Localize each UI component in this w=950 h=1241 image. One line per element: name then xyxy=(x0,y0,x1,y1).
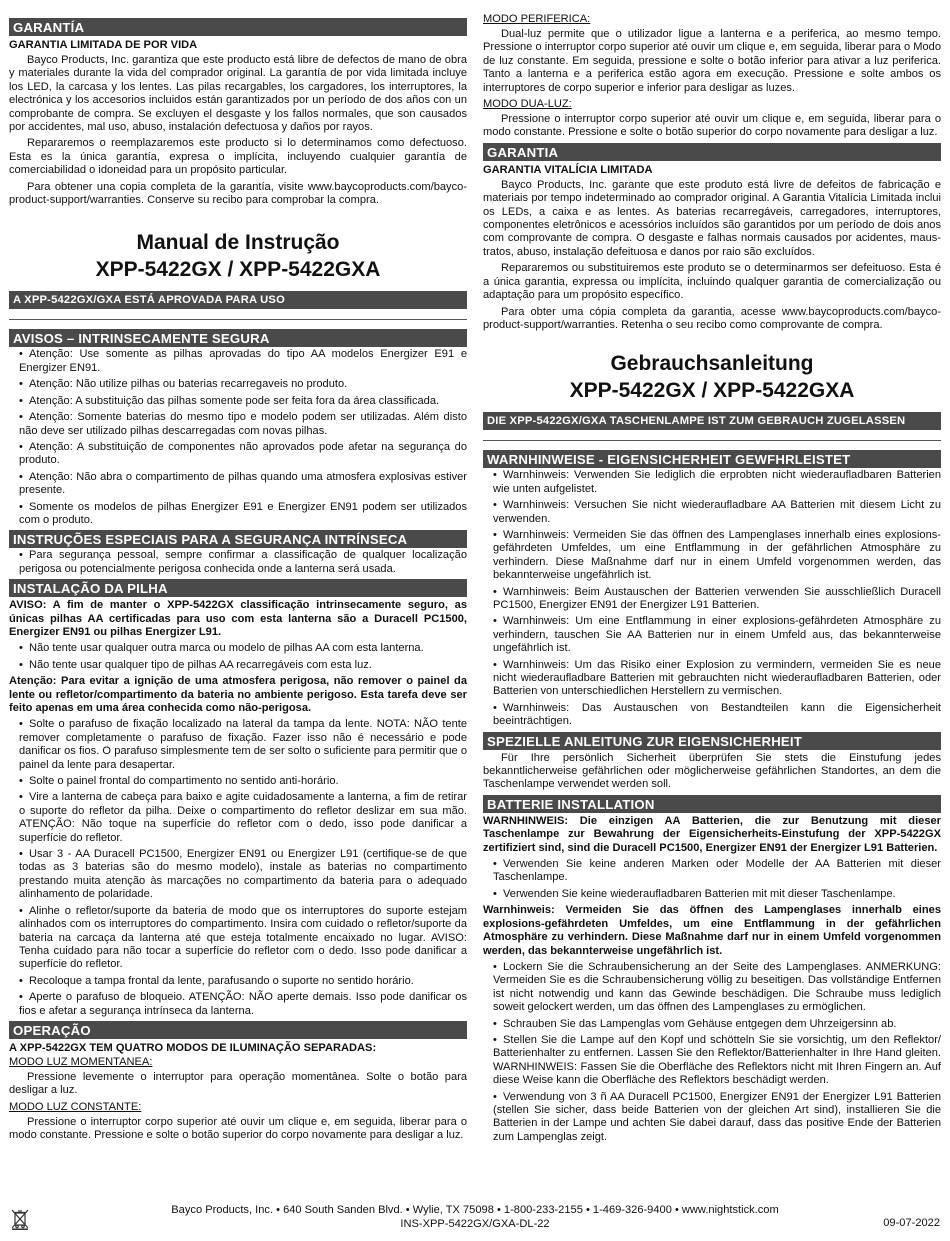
modo-title: MODO DUA-LUZ: xyxy=(483,98,572,111)
garantia-es-paragraph: Bayco Products, Inc. garantiza que este producto está libre de defectos de mano de obra y materiales durante la vida del comprador original. La garantía de por vida limitada incluye los LED, la carcasa y los lentes. Las pilas recargables, los cargadores, los interruptores, la electrónica y los accesorios incluidos están garantizados por un período de dos años con un comprobante de compra. Se excluyen el desgaste y los fallos normales, que son causados por accidentes, mal uso, abuso, instalación defectuosa y daños por rayos. xyxy=(9,54,467,134)
garantia-pt-paragraph: Repararemos ou substituiremos este produto se o determinarmos ser defeituoso. Esta é a única garantia, expressa ou implícita, incluindo qualquer garantia de comercialização ou adaptação para um propósito específico. xyxy=(483,262,941,302)
manual-title-de-line2: XPP-5422GX / XPP-5422GXA xyxy=(569,379,855,403)
section-header-instalacao: INSTALAÇÃO DA PILHA xyxy=(9,579,467,597)
manual-title-de xyxy=(483,350,941,404)
list-item: • Atenção: Não abra o compartimento de pilhas quando uma atmosfera explosivas estiver presente. xyxy=(19,470,467,497)
footer-address: Bayco Products, Inc. • 640 South Sanden Blvd. • Wylie, TX 75098 • 1-800-233-2155 • 1-469-326-9400 • www.nightstick.com xyxy=(171,1204,779,1216)
footer-doc-number: INS-XPP-5422GX/GXA-DL-22 xyxy=(400,1217,550,1230)
list-item: • Para segurança pessoal, sempre confirmar a classificação de qualquer localização perigosa ou potencialmente perigosa conhecida onde a lanterna será usada. xyxy=(19,549,467,575)
manual-title-pt-line2: XPP-5422GX / XPP-5422GXA xyxy=(95,258,381,282)
list-item: • Warnhinweis: Versuchen Sie nicht wiederaufladbare AA Batterien mit diesem Licht zu verwenden. xyxy=(493,499,941,525)
list-item: • Warnhinweis: Verwenden Sie lediglich die erprobten nicht wiederaufladbaren Batterien wie unten aufgelistet. xyxy=(493,469,941,495)
list-item: • Atenção: Use somente as pilhas aprovadas do tipo AA modelos Energizer E91 e Energizer EN91. xyxy=(19,348,467,374)
list-item: • Verwenden Sie keine anderen Marken oder Modelle der AA Batterien mit dieser Taschenlampe. xyxy=(493,858,941,884)
garantia-es-subheader: GARANTIA LIMITADA DE POR VIDA xyxy=(9,39,198,51)
list-item: • Recoloque a tampa frontal da lente, parafusando o suporte no sentido horário. xyxy=(19,974,414,987)
list-item: • Somente os modelos de pilhas Energizer E91 e Energizer EN91 podem ser utilizados com o produto. xyxy=(19,500,467,526)
list-item: • Atenção: A substituição das pilhas somente pode ser feita fora da área classificada. xyxy=(19,394,440,407)
list-item: • Warnhinweis: Vermeiden Sie das öffnen des Lampenglases innerhalb eines explosions-gefährdeten Umfeldes, um eine Entflammung in der gefährlichen Atmosphäre zu verhindern. Diese Maßnahme darf nur in einem Umfeld vorgenommen werden, das bekannterweise ungefährlich ist. xyxy=(493,528,941,582)
section-header-operacao: OPERAÇÃO xyxy=(9,1021,467,1039)
footer xyxy=(0,1204,950,1231)
approved-bar-pt: A XPP-5422GX/GXA ESTÁ APROVADA PARA USO xyxy=(9,291,467,309)
section-header-garantia-es: GARANTÍA xyxy=(9,18,467,36)
batterie-warn: WARNHINWEIS: Die einzigen AA Batterien, die zur Benutzung mit dieser Taschenlampe zur Bewahrung der Eigensicherheits-Einstufung der XPP-5422GX zertifiziert sind, sind die Duracell PC1500, Energizer EN91 der Energizer L91 Batterien. xyxy=(483,814,941,854)
list-item: • Alinhe o refletor/suporte da bateria de modo que os interruptores do suporte estejam alinhados com os interruptores do compartimento. Insira com cuidado o refletor/suporte da bateria na carcaça da lanterna até que esteja totalmente encaixado no lugar. AVISO: Tenha cuidado para não tocar a superfície do refletor com o dedo. Isso pode danificar a superfície do refletor. xyxy=(19,904,467,971)
section-header-avisos: AVISOS – INTRINSECAMENTE SEGURA xyxy=(9,329,467,347)
left-column xyxy=(9,12,467,1146)
operacao-subheader: A XPP-5422GX TEM QUATRO MODOS DE ILUMINAÇÃO SEPARADAS: xyxy=(9,1041,377,1054)
section-header-especiais: INSTRUÇÕES ESPECIAIS PARA A SEGURANÇA INTRÍNSECA xyxy=(9,530,467,548)
garantia-pt-subheader: GARANTIA VITALÍCIA LIMITADA xyxy=(483,163,653,176)
approved-bar-de: DIE XPP-5422GX/GXA TASCHENLAMPE IST ZUM GEBRAUCH ZUGELASSEN xyxy=(483,412,941,430)
modo-title: MODO LUZ MOMENTANEA: xyxy=(9,1055,153,1068)
warn-list xyxy=(483,469,941,728)
garantia-pt-paragraph: Para obter uma cópia completa da garantia, acesse www.baycoproducts.com/bayco-product-support/warranties. Retenha o seu recibo como comprovante de compra. xyxy=(483,305,941,331)
list-item: • Schrauben Sie das Lampenglas vom Gehäuse entgegen dem Uhrzeigersinn ab. xyxy=(493,1017,897,1030)
modo-title: MODO LUZ CONSTANTE: xyxy=(9,1100,142,1113)
instalacao-atencao: Atenção: Para evitar a ignição de uma atmosfera perigosa, não remover o painel da lente ou refletor/compartimento da bateria no ambiente perigoso. Esta tarefa deve ser feito apenas em uma área conhecida como não-perigosa. xyxy=(9,675,467,714)
list-item: • Stellen Sie die Lampe auf den Kopf und schötteln Sie sie vorsichtig, um den Reflektor/ Batterienhalter zu entfernen. Lassen Sie den Reflektor/Batterienhalter in Ihre Hand gleiten. WARNHINWEIS: Fassen Sie die Oberfläche des Reflektors nicht mit Ihren Fingern an. Auf diese Weise kann die Oberfläche des Reflektors beschädigt werden. xyxy=(493,1033,941,1087)
list-item: • Warnhinweis: Das Austauschen von Bestandteilen kann die Eigensicherheit beeinträchtigen. xyxy=(493,701,941,728)
list-item: • Usar 3 - AA Duracell PC1500, Energizer EN91 ou Energizer L91 (certifique-se de que todas as 3 baterias são do mesmo modelo), instale as baterias no compartimento prestando muita atenção às marcações no compartimento da bateria para o adequado alinhamento de polaridade. xyxy=(19,848,467,901)
modo-text: Dual-luz permite que o utilizador ligue a lanterna e a periferica, ao mesmo tempo. Pressione o interruptor corpo superior até ouvir um clique e, em seguida, liberar para o Modo de luz constante. Em seguida, pressione e solte o botão inferior para ativar a luz periferica. Tanto a lanterna e a periferica estão agora em execução. Pressione e solte ambos os interruptores de corpo superior e inferior para desligar as luzes. xyxy=(483,28,941,94)
list-item: • Verwendung von 3 ñ AA Duracell PC1500, Energizer EN91 der Energizer L91 Batterien (stellen Sie sicher, dass beide Batterien von der gleichen Art sind), installieren Sie die Batterien in der Lampe und achten Sie dabei darauf, dass das positive Ende der Batterien zum Lampenglas zeigt. xyxy=(493,1090,941,1143)
instalacao-aviso: AVISO: A fim de manter o XPP-5422GX classificação intrinsecamente seguro, as únicas pilhas AA certificadas para uso com esta lanterna são a Duracell PC1500, Energizer EN91 ou pilhas Energizer L91. xyxy=(9,599,467,638)
list-item: • Warnhinweis: Um das Risiko einer Explosion zu vermindern, vermeiden Sie es neue nicht wiederaufladbare Batterien mit gebrauchten nicht wiederaufladbaren Batterien, oder Batterien von unterschiedlichen Herstellern zu vermischen. xyxy=(493,658,941,698)
modo-text: Pressione o interruptor corpo superior até ouvir um clique e, em seguida, liberar para o modo constante. Pressione e solte o botão superior do corpo novamente para desligar a luz. xyxy=(9,1115,467,1142)
list-item: • Warnhinweis: Beim Austauschen der Batterien verwenden Sie ausschließlich Duracell PC1500, Energizer EN91 der Energizer L91 Batterien. xyxy=(493,585,941,611)
section-header-batterie: BATTERIE INSTALLATION xyxy=(483,795,941,813)
list-item: • Lockern Sie die Schraubensicherung an der Seite des Lampenglases. ANMERKUNG: Vermeiden Sie es die Schraubensicherung völlig zu beseitigen. Das vollständige Entfernen ist nicht notwendig und kann das Gewinde beschädigen. Die Schraube muss lediglich soweit gelockert werden, um das öffnen des Lampenglases zu ermöglichen. xyxy=(493,960,941,1014)
avisos-list xyxy=(9,348,467,527)
list-item: • Aperte o parafuso de bloqueio. ATENÇÃO: NÃO aperte demais. Isso pode danificar os fios e afetar a segurança intrínseca da lanterna. xyxy=(19,991,467,1017)
manual-title-pt-line1: Manual de Instrução xyxy=(136,231,340,255)
list-item: • Solte o parafuso de fixação localizado na lateral da tampa da lente. NOTA: NÃO tente remover completamente o parafuso de fixação. Fazer isso não é necessário e pode danificar os fios. O parafuso simplesmente tem de ser solto o suficiente para permitir que o painel da lente para desapertar. xyxy=(19,718,467,771)
divider xyxy=(9,319,467,320)
list-item: • Solte o painel frontal do compartimento no sentido anti-horário. xyxy=(19,775,339,788)
list-item: • Não tente usar qualquer outra marca ou modelo de pilhas AA com esta lanterna. xyxy=(19,642,424,655)
list-item: • Vire a lanterna de cabeça para baixo e agite cuidadosamente a lanterna, a fim de retirar o suporte do refletor da pilha. Deixe o compartimento do refletor deslizar em sua mão. ATENÇÃO: Não toque na superfície do refletor com o dedo, isso pode danificar a superfície do refletor. xyxy=(19,791,467,844)
list-item: • Atenção: Não utilize pilhas ou baterias recarregaveis no produto. xyxy=(19,378,348,391)
list-item: • Atenção: Somente baterias do mesmo tipo e modelo podem ser utilizadas. Além disto não deve ser utilizado pilhas descarregadas com novas pilhas. xyxy=(19,411,467,437)
footer-date: 09-07-2022 xyxy=(883,1217,940,1229)
spezielle-text: Für Ihre persönlich Sicherheit überprüfen Sie stets die Einstufung jedes bekanntlicherweise gefährlichen oder möglicherweise gefährlichen Standortes, an dem die Taschenlampe verwendet werden soll. xyxy=(483,751,941,791)
manual-title-pt xyxy=(9,229,467,283)
garantia-es-paragraph: Para obtener una copia completa de la garantía, visite www.baycoproducts.com/bayco-product-support/warranties. Conserve su recibo para comprobar la compra. xyxy=(9,180,467,207)
right-column xyxy=(483,12,941,1147)
list-item: • Não tente usar qualquer tipo de pilhas AA recarregáveis com esta luz. xyxy=(19,658,372,671)
section-header-spezielle: SPEZIELLE ANLEITUNG ZUR EIGENSICHERHEIT xyxy=(483,732,941,750)
modo-text: Pressione o interruptor corpo superior até ouvir um clique e, em seguida, liberar para o modo constante. Pressione e solte o botão superior do corpo novamente para desligar a luz. xyxy=(483,113,941,139)
list-item: • Warnhinweis: Um eine Entflammung in einer explosions-gefährdeten Atmosphäre zu verhindern, tauschen Sie AA Batterien nur in einem Umfeld aus, das bekannterweise ungefährlich ist. xyxy=(493,615,941,655)
divider xyxy=(483,440,941,441)
list-item: • Verwenden Sie keine wiederaufladbaren Batterien mit mit dieser Taschenlampe. xyxy=(493,887,896,900)
manual-title-de-line1: Gebrauchsanleitung xyxy=(610,352,814,376)
modo-title: MODO PERIFERICA: xyxy=(483,13,591,25)
section-header-garantia-pt: GARANTIA xyxy=(483,143,941,161)
section-header-warn: WARNHINWEISE - EIGENSICHERHEIT GEWFHRLEISTET xyxy=(483,450,941,468)
list-item: • Atenção: A substituição de componentes não aprovados pode afetar na segurança do produto. xyxy=(19,440,467,467)
modo-text: Pressione levemente o interruptor para operação momentânea. Solte o botão para desligar a luz. xyxy=(9,1070,467,1097)
garantia-pt-paragraph: Bayco Products, Inc. garante que este produto está livre de defeitos de fabricação e materiais por tempo indeterminado ao comprador original. A Garantia Vitalícia Limitada inclui os LEDs, a caixa e as lentes. As baterias recarregáveis, carregadores, interruptores, componentes eletrônicos e acessórios incluídos são garantidos por um período de dois anos com comprovante de compra. O desgaste e falhas normais causados por acidentes, maus-tratos, abuso, instalação defeituosa e danos por raio são excluídos. xyxy=(483,178,941,258)
batterie-warn2: Warnhinweis: Vermeiden Sie das öffnen des Lampenglases innerhalb eines explosions-gefährdeten Umfeldes, um eine Entflammung in der gefährlichen Atmosphäre zu verhindern. Diese Maßnahme darf nur in einem Umfeld vorgenommen werden, das bekannterweise ungefährlich ist. xyxy=(483,904,941,957)
garantia-es-paragraph: Repararemos o reemplazaremos este producto si lo determinamos como defectuoso. Esta es la única garantía, expresa o implícita, incluyendo cualquier garantía de comerciabilidad o idoneidad para un propósito particular. xyxy=(9,137,467,177)
